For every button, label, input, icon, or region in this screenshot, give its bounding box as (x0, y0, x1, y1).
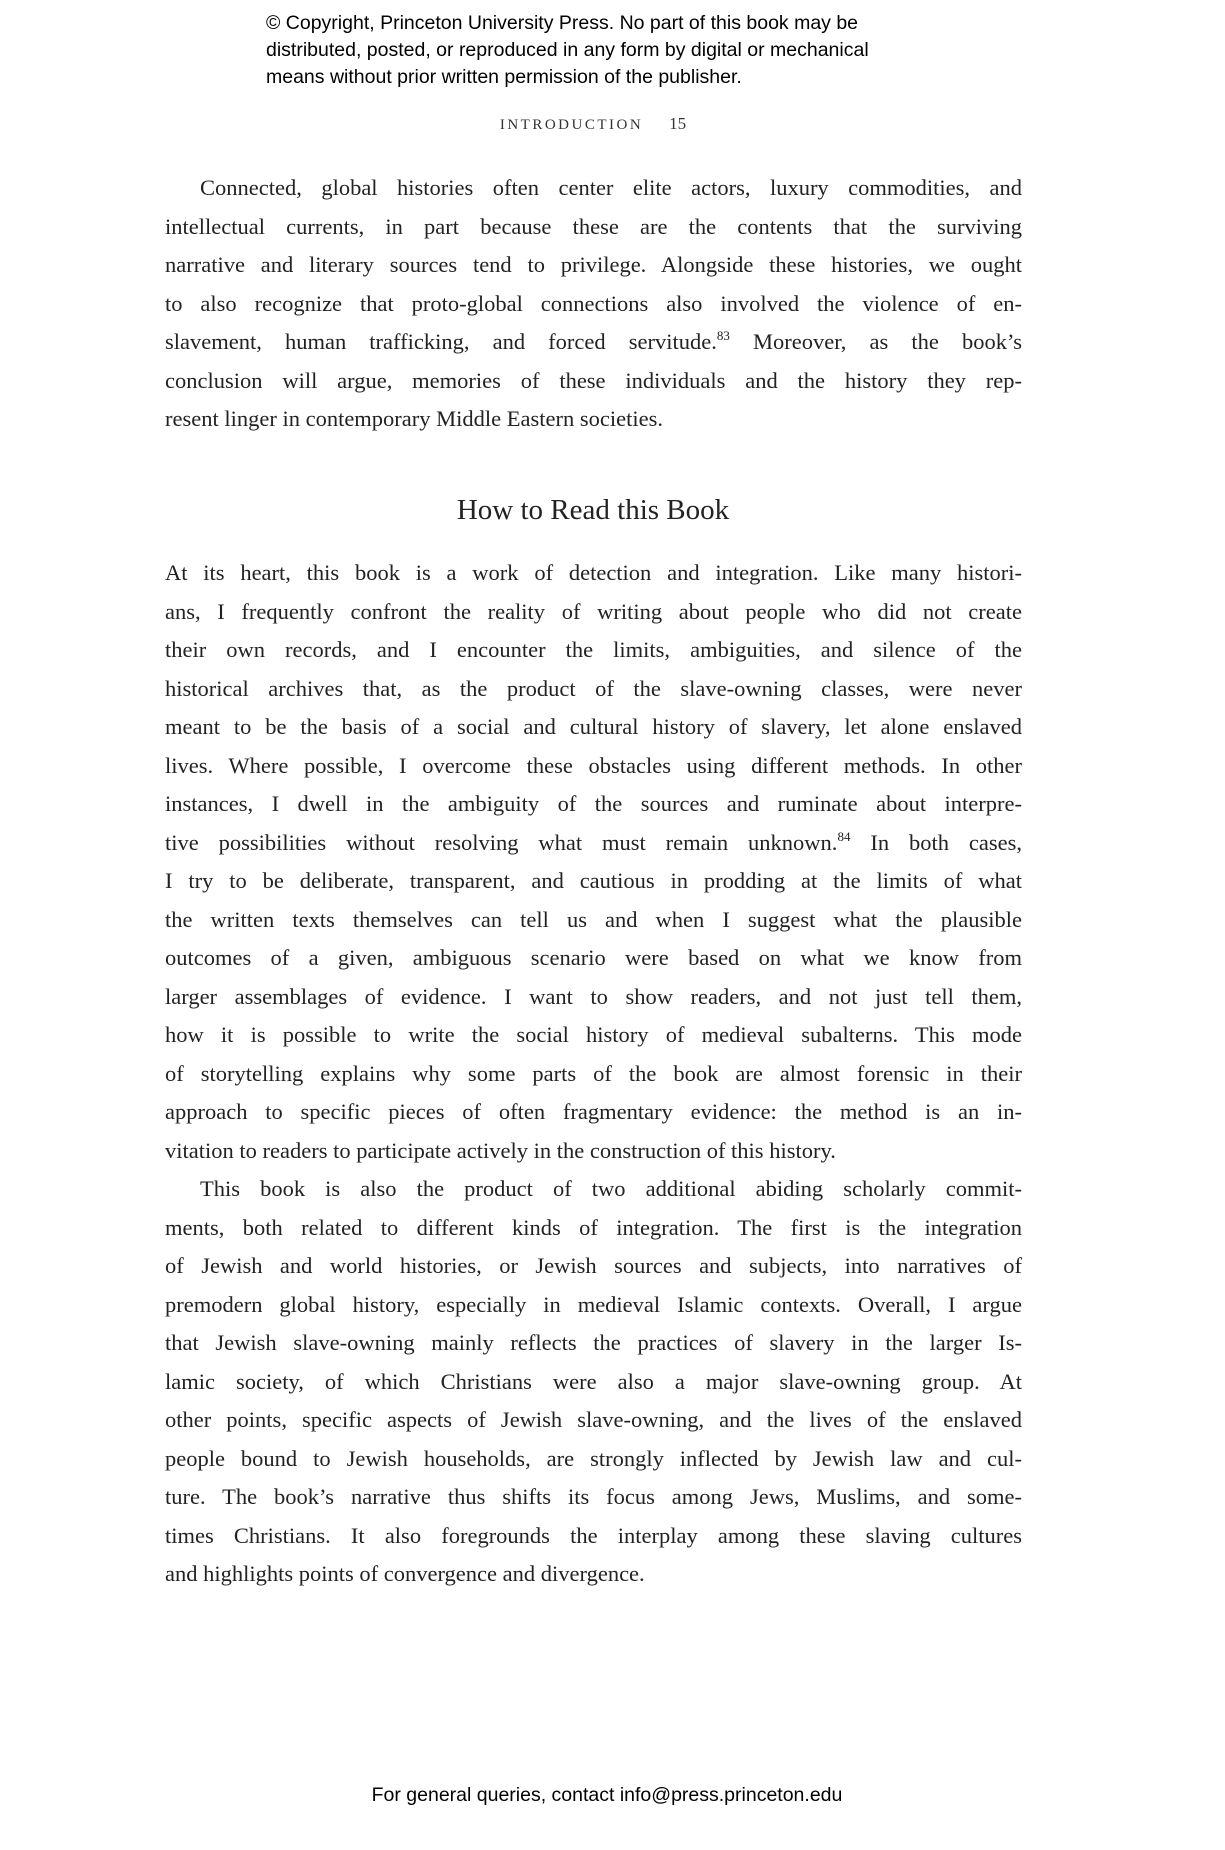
text-line: ture. The book’s narrative thus shifts its focus among Jews, Muslims, and some- (165, 1484, 1022, 1509)
copyright-line: distributed, posted, or reproduced in any form by digital or mechanical (266, 39, 869, 61)
section-heading: How to Read this Book (456, 494, 730, 526)
text-line: approach to specific pieces of often fragmentary evidence: the method is an in- (165, 1099, 1022, 1124)
text-line: conclusion will argue, memories of these individuals and the history they rep- (165, 367, 1022, 393)
copyright-line: means without prior written permission of the publisher. (266, 66, 742, 88)
paragraph-2 (165, 554, 1022, 1170)
running-head-title: INTRODUCTION (499, 117, 644, 133)
text-line: outcomes of a given, ambiguous scenario were based on what we know from (165, 945, 1022, 970)
text-line: vitation to readers to participate actively in the construction of this history. (165, 1137, 836, 1163)
text-line: At its heart, this book is a work of detection and integration. Like many histori- (165, 560, 1022, 585)
footnote-ref[interactable]: 84 (837, 828, 851, 844)
text-segment: tive possibilities without resolving what must remain unknown. (165, 829, 838, 855)
text-line: larger assemblages of evidence. I want to show readers, and not just tell them, (165, 983, 1022, 1009)
text-line: historical archives that, as the product of the slave-owning classes, were never (165, 675, 1022, 701)
paragraph-1 (165, 169, 1022, 439)
paragraph-3 (165, 1170, 1022, 1594)
text-line: lives. Where possible, I overcome these obstacles using different methods. In other (165, 752, 1022, 778)
text-line: meant to be the basis of a social and cultural history of slavery, let alone enslaved (165, 714, 1022, 739)
text-line: intellectual currents, in part because these are the contents that the surviving (165, 213, 1022, 239)
text-line: how it is possible to write the social history of medieval subalterns. This mode (165, 1022, 1022, 1047)
text-segment: Moreover, as the book’s (729, 329, 1022, 354)
text-line: other points, specific aspects of Jewish slave-owning, and the lives of the enslaved (165, 1407, 1022, 1432)
text-segment: In both cases, (850, 829, 1022, 855)
text-line: I try to be deliberate, transparent, and cautious in prodding at the limits of what (165, 868, 1022, 893)
text-line: the written texts themselves can tell us and when I suggest what the plausible (165, 906, 1022, 932)
text-segment: slavement, human trafficking, and forced servitude. (165, 329, 717, 354)
text-line: that Jewish slave-owning mainly reflects the practices of slavery in the larger Is- (165, 1330, 1022, 1355)
copyright-notice (266, 10, 869, 91)
text-line: instances, I dwell in the ambiguity of the sources and ruminate about interpre- (165, 791, 1022, 816)
text-line: Connected, global histories often center elite actors, luxury commodities, and (200, 175, 1022, 200)
text-line (165, 824, 1022, 863)
text-line: and highlights points of convergence and divergence. (165, 1561, 645, 1586)
text-line: of storytelling explains why some parts of the book are almost forensic in their (165, 1060, 1022, 1086)
page-number: 15 (669, 114, 687, 133)
text-line: This book is also the product of two additional abiding scholarly commit- (200, 1176, 1022, 1201)
text-line: their own records, and I encounter the limits, ambiguities, and silence of the (165, 637, 1022, 662)
text-line: people bound to Jewish households, are strongly inflected by Jewish law and cul- (165, 1445, 1022, 1471)
running-head (0, 114, 1186, 134)
text-line: ans, I frequently confront the reality of writing about people who did not create (165, 598, 1022, 624)
text-line: of Jewish and world histories, or Jewish sources and subjects, into narratives of (165, 1253, 1022, 1278)
text-line: narrative and literary sources tend to privilege. Alongside these histories, we ought (165, 252, 1022, 277)
footer-contact: For general queries, contact info@press.princeton.edu (371, 1784, 843, 1806)
text-line: to also recognize that proto-global connections also involved the violence of en- (165, 290, 1022, 316)
copyright-line: © Copyright, Princeton University Press. No part of this book may be (266, 12, 859, 34)
text-line: resent linger in contemporary Middle Eastern societies. (165, 406, 663, 431)
text-line: premodern global history, especially in medieval Islamic contexts. Overall, I argue (165, 1291, 1022, 1317)
text-line (165, 323, 1022, 362)
footnote-ref[interactable]: 83 (716, 328, 730, 343)
text-line: times Christians. It also foregrounds the interplay among these slaving cultures (165, 1522, 1022, 1548)
text-line: ments, both related to different kinds of integration. The first is the integration (165, 1214, 1022, 1240)
text-line: lamic society, of which Christians were also a major slave-owning group. At (165, 1368, 1022, 1394)
